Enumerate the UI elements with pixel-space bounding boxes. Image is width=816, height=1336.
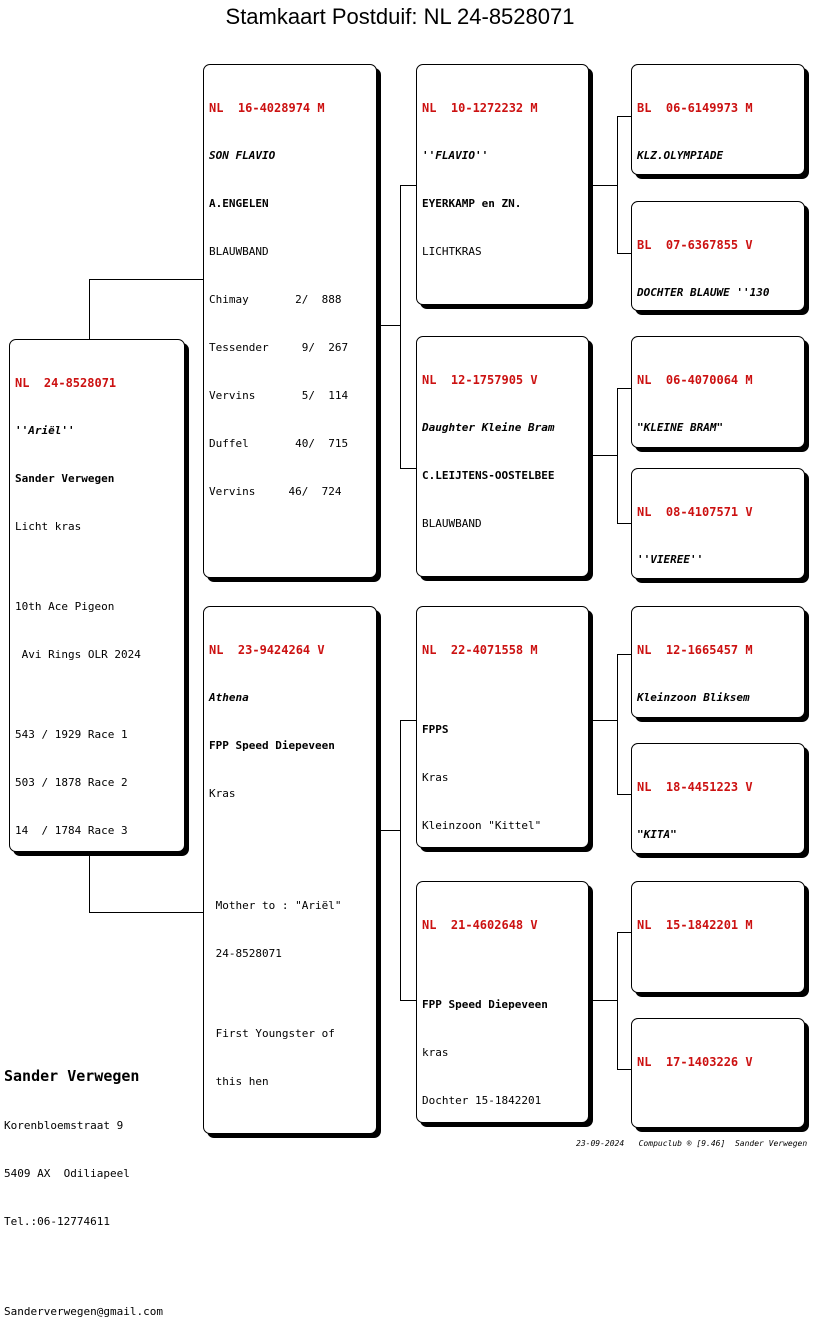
connector-line <box>617 388 631 389</box>
card-line: 543 / 1929 Race 1 <box>15 728 128 741</box>
pigeon-name: Daughter Kleine Bram <box>422 421 555 434</box>
ring-number: NL 21-4602648 V <box>422 918 538 932</box>
connector-line <box>400 720 401 1000</box>
connector-line <box>617 932 631 933</box>
connector-line <box>376 830 401 831</box>
card-line: Kleinzoon "Kittel" <box>422 819 542 832</box>
card-line: LICHTKRAS <box>422 245 482 258</box>
ring-number: NL 23-9424264 V <box>209 643 325 657</box>
footer-info: 23-09-2024 Compuclub ® [9.46] Sander Verwegen <box>576 1139 808 1148</box>
pedigree-card-father <box>203 64 377 578</box>
ring-number: BL 07-6367855 V <box>637 238 753 252</box>
owner-name: Sander Verwegen <box>4 1067 140 1085</box>
connector-line <box>588 185 618 186</box>
connector-line <box>617 654 631 655</box>
owner-email[interactable]: Sanderverwegen@gmail.com <box>4 1305 163 1318</box>
pedigree-card-ggp-1 <box>631 64 805 175</box>
card-line: Vervins 46/ 724 <box>209 485 342 498</box>
ring-number: NL 18-4451223 V <box>637 780 753 794</box>
pedigree-card-ggp-3 <box>631 336 805 448</box>
connector-line <box>617 1069 631 1070</box>
page-title: Stamkaart Postduif: NL 24-8528071 <box>225 4 575 29</box>
card-line: Licht kras <box>15 520 82 533</box>
ring-number: NL 12-1665457 M <box>637 643 753 657</box>
pedigree-card-paternal-granddam <box>416 336 589 577</box>
owner-street: Korenbloemstraat 9 <box>4 1119 124 1132</box>
card-line: Dochter 15-1842201 <box>422 1094 542 1107</box>
connector-line <box>400 185 416 186</box>
connector-line <box>400 720 416 721</box>
ring-number: NL 17-1403226 V <box>637 1055 753 1069</box>
ring-number: NL 10-1272232 M <box>422 101 538 115</box>
card-line: Vervins 5/ 114 <box>209 389 349 402</box>
connector-line <box>617 794 631 795</box>
pedigree-card-ggp-2 <box>631 201 805 311</box>
card-line: Kras <box>209 787 236 800</box>
pigeon-name: KLZ.OLYMPIADE <box>637 149 724 162</box>
owner-block <box>4 1034 163 1336</box>
pigeon-name: ''Ariël'' <box>15 424 75 437</box>
ring-number: NL 15-1842201 M <box>637 918 753 932</box>
connector-line <box>89 850 90 912</box>
connector-line <box>617 253 631 254</box>
connector-line <box>617 654 618 794</box>
ring-number: NL 12-1757905 V <box>422 373 538 387</box>
breeder-name: FPP Speed Diepeveen <box>209 739 335 752</box>
connector-line <box>400 468 416 469</box>
pedigree-card-subject <box>9 339 185 852</box>
card-line: 24-8528071 <box>209 947 282 960</box>
connector-line <box>617 932 618 1069</box>
pedigree-card-ggp-6 <box>631 743 805 854</box>
pedigree-card-paternal-grandsire <box>416 64 589 305</box>
pedigree-card-mother <box>203 606 377 1134</box>
pedigree-card-ggp-5 <box>631 606 805 718</box>
ring-number: NL 24-8528071 <box>15 376 117 390</box>
card-line: Tessender 9/ 267 <box>209 341 349 354</box>
breeder-name: EYERKAMP en ZN. <box>422 197 522 210</box>
connector-line <box>617 388 618 523</box>
pigeon-name: DOCHTER BLAUWE ''130 <box>637 286 770 299</box>
card-line: Mother to : "Ariël" <box>209 899 342 912</box>
connector-line <box>400 185 401 468</box>
pigeon-name: ''VIEREE'' <box>637 553 704 566</box>
connector-line <box>588 720 618 721</box>
pedigree-card-ggp-4 <box>631 468 805 579</box>
breeder-name: FPP Speed Diepeveen <box>422 998 548 1011</box>
connector-line <box>588 455 618 456</box>
pigeon-name: "KLEINE BRAM" <box>637 421 724 434</box>
connector-line <box>588 1000 618 1001</box>
card-line: Chimay 2/ 888 <box>209 293 342 306</box>
connector-line <box>617 116 618 253</box>
card-line: BLAUWBAND <box>209 245 269 258</box>
connector-line <box>89 912 204 913</box>
card-line: Avi Rings OLR 2024 <box>15 648 141 661</box>
card-line: Duffel 40/ 715 <box>209 437 349 450</box>
ring-number: NL 22-4071558 M <box>422 643 538 657</box>
card-line: this hen <box>209 1075 269 1088</box>
breeder-name: A.ENGELEN <box>209 197 269 210</box>
pigeon-name: SON FLAVIO <box>209 149 276 162</box>
card-line: 503 / 1878 Race 2 <box>15 776 128 789</box>
card-line: kras <box>422 1046 449 1059</box>
card-line: 10th Ace Pigeon <box>15 600 115 613</box>
connector-line <box>89 279 204 280</box>
pedigree-card-maternal-granddam <box>416 881 589 1123</box>
breeder-name: Sander Verwegen <box>15 472 115 485</box>
card-line: BLAUWBAND <box>422 517 482 530</box>
pedigree-card-ggp-7 <box>631 881 805 993</box>
card-line: 14 / 1784 Race 3 <box>15 824 128 837</box>
connector-line <box>617 116 631 117</box>
ring-number: BL 06-6149973 M <box>637 101 753 115</box>
ring-number: NL 08-4107571 V <box>637 505 753 519</box>
pedigree-card-ggp-8 <box>631 1018 805 1128</box>
card-line: First Youngster of <box>209 1027 335 1040</box>
breeder-name: FPPS <box>422 723 449 736</box>
ring-number: NL 06-4070064 M <box>637 373 753 387</box>
pigeon-name: Kleinzoon Bliksem <box>637 691 750 704</box>
ring-number: NL 16-4028974 M <box>209 101 325 115</box>
breeder-name: C.LEIJTENS-OOSTELBEE <box>422 469 555 482</box>
owner-phone: Tel.:06-12774611 <box>4 1215 110 1228</box>
owner-city: 5409 AX Odiliapeel <box>4 1167 130 1180</box>
pigeon-name: ''FLAVIO'' <box>422 149 489 162</box>
connector-line <box>400 1000 416 1001</box>
connector-line <box>617 523 631 524</box>
pedigree-card-maternal-grandsire <box>416 606 589 848</box>
pigeon-name: "KITA" <box>637 828 677 841</box>
connector-line <box>89 279 90 341</box>
pigeon-name: Athena <box>209 691 249 704</box>
connector-line <box>376 325 401 326</box>
card-line: Kras <box>422 771 449 784</box>
